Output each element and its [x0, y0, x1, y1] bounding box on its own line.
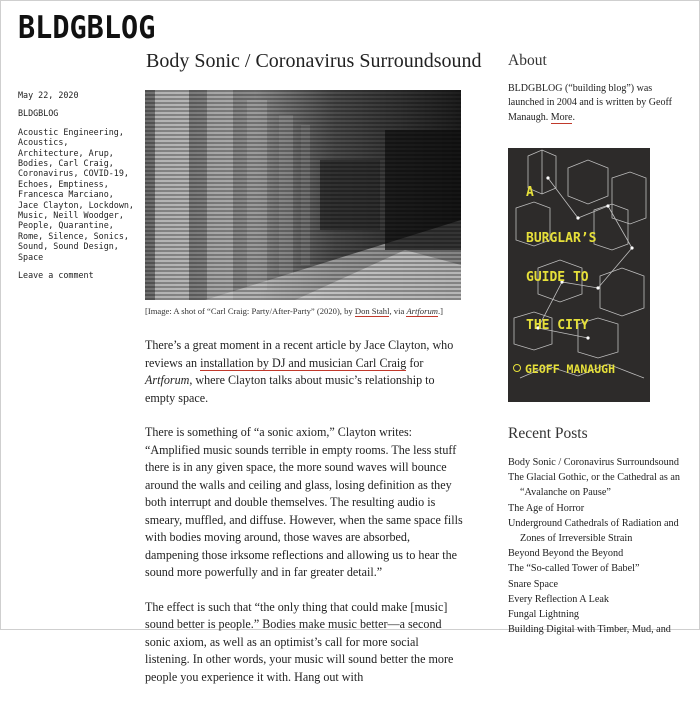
- paragraph-1: There’s a great moment in a recent article by Jace Clayton, who reviews an installation by DJ and musician Carl Craig for Artforum, where Clayton talks about music’s relationship to empty space.: [145, 338, 454, 405]
- image-caption: [Image: A shot of “Carl Craig: Party/After-Party” (2020), by Don Stahl, via Artforum.]: [145, 306, 443, 316]
- post-title[interactable]: Body Sonic / Coronavirus Surroundsound: [146, 50, 482, 72]
- leave-comment-link[interactable]: Leave a comment: [18, 270, 94, 281]
- book-title-line-4: THE CITY: [526, 318, 589, 333]
- paragraph-3: The effect is such that “the only thing that could make [music] sound better is people.” Bodies make music better—a second sonic axiom, as well as an optimist’s call for more social listening. In other words, your music will sound better the more people you experience it with. Hang out with: [145, 599, 454, 684]
- site-title[interactable]: BLDGBLOG: [18, 10, 156, 46]
- recent-post-link[interactable]: Body Sonic / Coronavirus Surroundsound: [508, 457, 679, 468]
- list-item: [508, 592, 688, 607]
- post-date[interactable]: May 22, 2020: [18, 90, 79, 100]
- installation-link[interactable]: installation by DJ and musician Carl Craig: [200, 355, 407, 370]
- recent-post-link[interactable]: Snare Space: [508, 578, 559, 590]
- post-hero-image: [145, 90, 461, 300]
- recent-post-link[interactable]: The Glacial Gothic, or the Cathedral as an “Avalanche on Pause”: [508, 472, 680, 499]
- list-item: [508, 561, 688, 576]
- about-more-link[interactable]: More: [550, 111, 573, 123]
- book-cover[interactable]: [508, 148, 650, 402]
- about-title: About: [508, 52, 547, 69]
- book-title-line-1: A: [526, 185, 534, 200]
- post-tags[interactable]: Acoustic Engineering, Acoustics, Architecture, Arup, Bodies, Carl Craig, Coronavirus, COVID-19, Echoes, Emptiness, Francesca Marciano, Jace Clayton, Lockdown, Music, Neill Woodger, People, Quarantine, Rome, Silence, Sonics, Sound, Sound Design, Space: [18, 126, 134, 262]
- list-item: [508, 577, 688, 592]
- recent-post-link[interactable]: Every Reflection A Leak: [508, 593, 609, 605]
- paragraph-2: There is something of “a sonic axiom,” Clayton writes: “Amplified music sounds terrible in empty rooms. The less stuff there is in any given space, the more sound waves will bounce around the walls and ceiling and glass, losing definition as they both interrupt and double themselves. The resulting audio is smeary, muffled, and diffuse. However, when the same space fills with bodies moving around, those waves are absorbed, dampening those irksome reflections and allowing us to hear the sound more powerfully and in far greater detail.”: [145, 425, 463, 579]
- recent-post-link[interactable]: The “So-called Tower of Babel”: [508, 563, 640, 575]
- recent-post-link[interactable]: Building Digital with Timber, Mud, and: [508, 624, 671, 636]
- hero-photo: [145, 90, 461, 300]
- list-item: [508, 470, 688, 500]
- list-item: [508, 516, 688, 546]
- recent-post-link[interactable]: Underground Cathedrals of Radiation and Zones of Irreversible Strain: [508, 517, 679, 545]
- sidebar-about: [508, 52, 688, 125]
- list-item: [508, 455, 688, 470]
- sidebar-recent-posts: [508, 425, 688, 637]
- recent-post-link[interactable]: Beyond Beyond the Beyond: [508, 548, 624, 560]
- book-title-line-2: BURGLAR’S: [526, 231, 597, 246]
- recent-post-link[interactable]: Fungal Lightning: [508, 609, 580, 621]
- recent-post-link[interactable]: The Age of Horror: [508, 502, 585, 514]
- list-item: [508, 546, 688, 561]
- recent-posts-title: Recent Posts: [508, 425, 588, 442]
- list-item: [508, 607, 688, 622]
- post-category[interactable]: BLDGBLOG: [18, 108, 59, 119]
- post-body: [145, 337, 465, 703]
- about-text: BLDGBLOG (“building blog”) was launched in 2004 and is written by Geoff Manaugh. More.: [508, 83, 672, 123]
- book-cover-art: [508, 148, 650, 402]
- post-meta: [18, 90, 136, 281]
- photographer-link[interactable]: Don Stahl: [354, 306, 390, 316]
- list-item: [508, 501, 688, 516]
- source-link[interactable]: Artforum: [406, 306, 438, 316]
- book-author: GEOFF MANAUGH: [525, 362, 616, 376]
- recent-posts-list: [508, 455, 688, 637]
- book-title-line-3: GUIDE TO: [526, 270, 589, 285]
